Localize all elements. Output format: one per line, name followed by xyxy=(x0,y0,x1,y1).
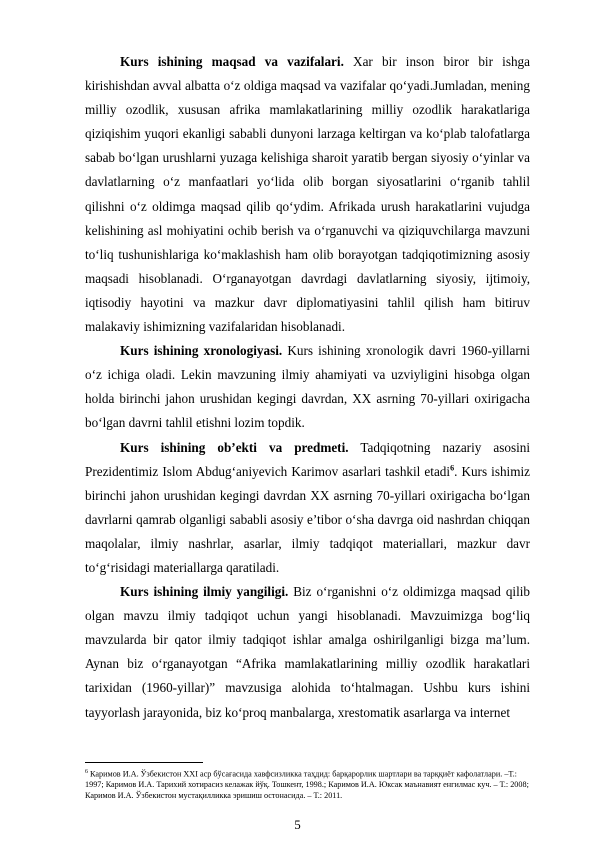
paragraph-novelty-text: Biz o‘rganishni o‘z oldimizga maqsad qilib olgan mavzu ilmiy tadqiqot uchun yangi hisoblanadi. Mavzuimizga bog‘liq mavzularda bir qator ilmiy tadqiqot ishlar amalga oshirilganligi bizga ma’lum. Aynan biz o‘rganayotgan “Afrika mamlakatlarining milliy ozodlik harakatlari tarixidan (1960-yillar)” mavzusiga alohida to‘htalmagan. Ushbu kurs ishini tayyorlash jarayonida, biz ko‘proq manbalarga, xrestomatik asarlarga va internet xyxy=(85,584,530,720)
footnote-text: Каримов И.А. Ўзбекистон XXI аср бўсағасида хавфсизликка таҳдид: барқарорлик шартлари ва тарққиёт кафолатлари. –Т.: 1997; Каримов И.А. Тарихий хотирасиз келажак йўқ. Тошкент, 1998.; Каримов И.А. Юксак маънавият енгилмас куч. – Т.: 2008; Каримов И.А. Ўзбекистон мустақилликка эришиш остонасида. – Т.: 2011. xyxy=(85,769,529,800)
page-number: 5 xyxy=(294,817,301,832)
paragraph-object-text-2: . Kurs ishimiz birinchi jahon urushidan kegingi davrdan XX asrning 70-yillari oxirigacha bo‘lgan davrlarni qamrab olganligi sababli asosiy e’tibor o‘sha davrga oid nashrdan chiqqan maqolalar, ilmiy nashrlar, asarlar, ilmiy tadqiqot materiallari, mazkur davr to‘g‘risidagi materiallarga qaratiladi. xyxy=(85,463,530,575)
footnote-mark: 6 xyxy=(85,769,88,775)
paragraph-novelty xyxy=(85,580,530,725)
footnote xyxy=(85,767,530,802)
footnote-reference[interactable]: 6 xyxy=(450,463,455,473)
paragraph-chronology xyxy=(85,339,530,435)
paragraph-object-text-1: Tadqiqotning nazariy asosini Prezidentimiz Islom Abdug‘aniyevich Karimov asarlari tashkil etadi xyxy=(85,439,530,479)
paragraph-goals xyxy=(85,50,530,339)
paragraph-object xyxy=(85,436,530,581)
body-text xyxy=(85,50,530,725)
footnote-divider xyxy=(85,762,203,763)
heading-goals: Kurs ishining maqsad va vazifalari. xyxy=(120,54,344,69)
heading-novelty: Kurs ishining ilmiy yangiligi. xyxy=(120,584,289,600)
paragraph-goals-text: Xar bir inson biror bir ishga kirishishdan avval albatta o‘z oldiga maqsad va vazifalar qo‘yadi.Jumladan, mening milliy ozodlik, xususan afrika mamlakatlarining milliy ozodlik harakatlariga qiziqishim yuqori ekanligi sababli dunyoni larzaga keltirgan va ko‘plab talofatlarga sabab bo‘lgan urushlarni yuzaga kelishiga sharoit yaratib bergan siyosiy o‘yinlar va davlatlarning o‘z manfaatlari yo‘lida olib borgan siyosatlarini o‘rganib tahlil qilishni o‘z oldimga maqsad qilib qo‘ydim. Afrikada urush harakatlarini vujudga kelishining asl mohiyatini ochib berish va o‘rganuvchi va qiziquvchilarga mavzuni to‘liq tushunishlariga ko‘maklashish ham olib borayotgan tadqiqotimizning asosiy maqsadi hisoblanadi. O‘rganayotgan davrdagi davlatlarning siyosiy, ijtimoiy, iqtisodiy hayotini va mazkur davr diplomatiyasini tahlil qilish ham bitiruv malakaviy ishimizning vazifalaridan hisoblanadi. xyxy=(85,54,530,335)
heading-chronology: Kurs ishining xronologiyasi. xyxy=(120,343,283,359)
paragraph-chronology-text: Kurs ishining xronologik davri 1960-yillarni o‘z ichiga oladi. Lekin mavzuning ilmiy ahamiyati va uzviyligini hisobga olgan holda birinchi jahon urushidan kegingi davrdan, XX asrning 70-yillari oxirigacha bo‘lgan davrni tahlil etishni lozim topdik. xyxy=(85,343,530,431)
heading-object: Kurs ishining ob’ekti va predmeti. xyxy=(120,439,349,455)
